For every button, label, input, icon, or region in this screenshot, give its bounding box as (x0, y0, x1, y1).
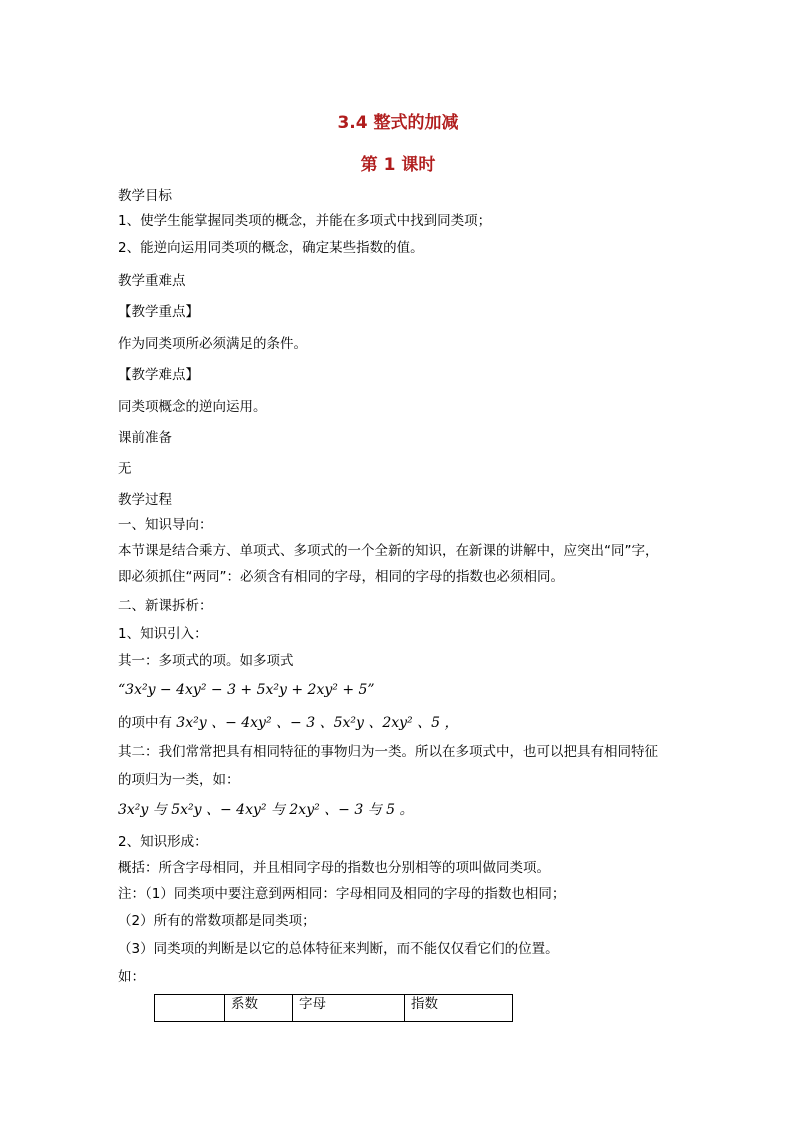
note-3: （3）同类项的判断是以它的总体特征来判断，而不能仅仅看它们的位置。 (118, 941, 559, 957)
intro-2a: 其二：我们常常把具有相同特征的事物归为一类。所以在多项式中，也可以把具有相同特征 (118, 744, 658, 760)
intro-1: 其一：多项式的项。如多项式 (118, 653, 294, 669)
difficult-text: 同类项概念的逆向运用。 (118, 399, 267, 415)
terms-prefix: 的项中有 (118, 715, 172, 731)
table-header-cell (155, 995, 225, 1022)
table-header-letters: 字母 (293, 995, 405, 1022)
key-text: 作为同类项所必须满足的条件。 (118, 336, 307, 352)
objective-2: 2、能逆向运用同类项的概念，确定某些指数的值。 (118, 240, 424, 256)
prep-text: 无 (118, 461, 132, 477)
part2-heading: 二、新课拆析： (118, 598, 213, 614)
page-subtitle: 第 1 课时 (360, 155, 436, 175)
part1-text-1: 本节课是结合乘方、单项式、多项式的一个全新的知识，在新课的讲解中，应突出“同”字， (118, 543, 659, 559)
part1-heading: 一、知识导向： (118, 517, 213, 533)
intro-2b: 的项归为一类，如： (118, 772, 240, 788)
objective-1: 1、使学生能掌握同类项的概念，并能在多项式中找到同类项； (118, 213, 492, 229)
prep-heading: 课前准备 (118, 430, 172, 446)
example-label: 如： (118, 969, 145, 985)
summary-text: 概括：所含字母相同，并且相同字母的指数也分别相等的项叫做同类项。 (118, 860, 550, 876)
grouping-expression: 3x²y 与 5x²y 、− 4xy² 与 2xy² 、− 3 与 5 。 (118, 802, 414, 818)
key-heading: 【教学重点】 (118, 304, 199, 320)
table-header-exponent: 指数 (405, 995, 513, 1022)
process-heading: 教学过程 (118, 492, 172, 508)
terms-line (118, 713, 458, 733)
part1-text-2: 即必须抓住“两同”：必须含有相同的字母，相同的字母的指数也必须相同。 (118, 569, 564, 585)
table-header-row (155, 995, 513, 1022)
difficult-heading: 【教学难点】 (118, 367, 199, 383)
note-1: 注：（1）同类项中要注意到两相同：字母相同及相同的字母的指数也相同； (118, 886, 566, 902)
polynomial-expression: “3x²y − 4xy² − 3 + 5x²y + 2xy² + 5” (118, 682, 375, 698)
page-title: 3.4 整式的加减 (337, 113, 459, 133)
term-table (154, 994, 513, 1022)
table-header-coefficient: 系数 (225, 995, 293, 1022)
formation-heading: 2、知识形成： (118, 834, 208, 850)
key-difficult-heading: 教学重难点 (118, 273, 186, 289)
intro-heading: 1、知识引入： (118, 626, 208, 642)
terms-list: 3x²y 、− 4xy² 、− 3 、5x²y 、2xy² 、5 ， (176, 715, 459, 731)
objectives-heading: 教学目标 (118, 188, 172, 204)
note-2: （2）所有的常数项都是同类项； (118, 913, 316, 929)
